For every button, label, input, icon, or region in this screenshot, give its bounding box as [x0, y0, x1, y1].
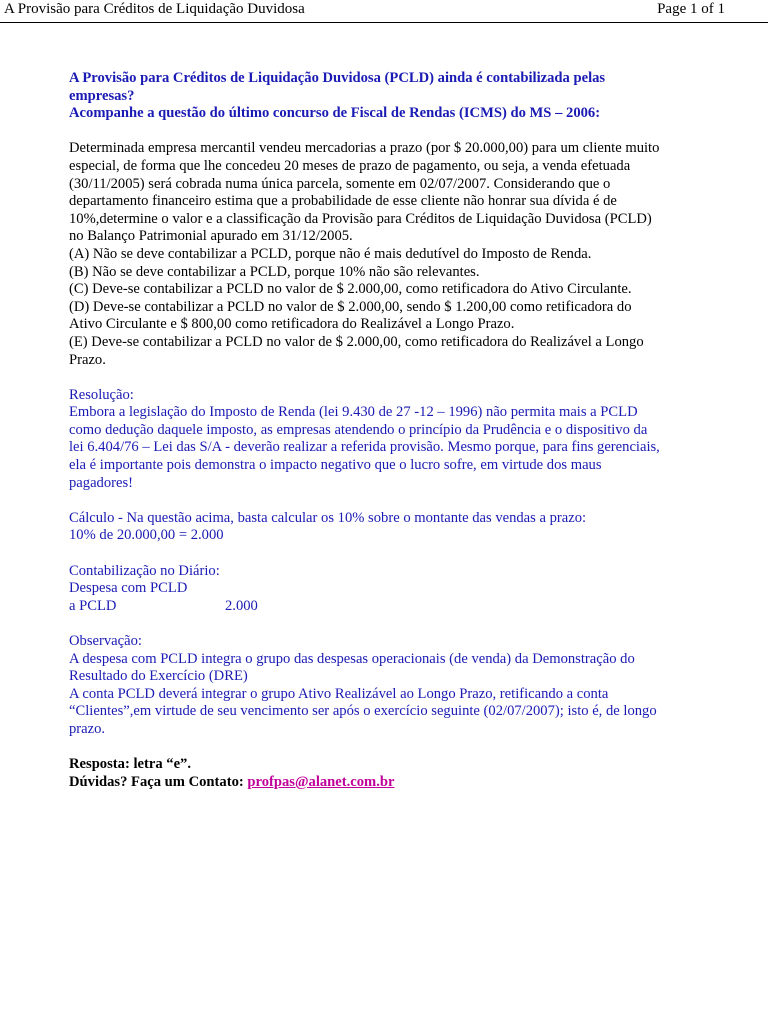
- answer-line: Resposta: letra “e”.: [69, 756, 191, 773]
- option-d-cont: Ativo Circulante e $ 800,00 como retificadora do Realizável a Longo Prazo.: [69, 316, 515, 333]
- question-line: Determinada empresa mercantil vendeu mercadorias a prazo (por $ 20.000,00) para um cliente muito: [69, 140, 660, 157]
- calculation-result: 10% de 20.000,00 = 2.000: [69, 527, 224, 544]
- option-c: (C) Deve-se contabilizar a PCLD no valor de $ 2.000,00, como retificadora do Ativo Circulante.: [69, 281, 632, 298]
- header-title: A Provisão para Créditos de Liquidação Duvidosa: [4, 1, 305, 17]
- heading-block: [69, 70, 709, 123]
- question-line: no Balanço Patrimonial apurado em 31/12/2005.: [69, 228, 353, 245]
- journal-block: [69, 563, 709, 616]
- journal-debit: Despesa com PCLD: [69, 580, 188, 597]
- question-line: departamento financeiro estima que a probabilidade de esse cliente não honrar sua dívida é de: [69, 193, 617, 210]
- question-line: (30/11/2005) será cobrada numa única parcela, somente em 02/07/2007. Considerando que o: [69, 175, 611, 192]
- calculation-line: Cálculo - Na questão acima, basta calcular os 10% sobre o montante das vendas a prazo:: [69, 509, 587, 526]
- observation-block: [69, 633, 709, 739]
- heading-line-1: A Provisão para Créditos de Liquidação Duvidosa (PCLD) ainda é contabilizada pelas: [69, 70, 606, 86]
- calculation-block: [69, 510, 709, 545]
- resolution-block: [69, 387, 709, 493]
- question-block: [69, 140, 709, 369]
- page-number: Page 1 of 1: [657, 1, 725, 17]
- observation-line: “Clientes”,em virtude de seu vencimento ser após o exercício seguinte (02/07/2007); isto é, de longo: [69, 703, 657, 720]
- question-line: 10%,determine o valor e a classificação da Provisão para Créditos de Liquidação Duvidosa (PCLD): [69, 210, 652, 227]
- question-line: especial, de forma que lhe concedeu 20 meses de prazo de pagamento, ou seja, a venda efetuada: [69, 157, 631, 174]
- heading-line-2: empresas?: [69, 87, 135, 104]
- observation-line: Resultado do Exercício (DRE): [69, 668, 248, 685]
- journal-credit-row: [69, 598, 709, 616]
- journal-label: Contabilização no Diário:: [69, 562, 220, 579]
- email-link[interactable]: profpas@alanet.com.br: [247, 773, 395, 790]
- option-e-cont: Prazo.: [69, 351, 106, 368]
- document-body: [69, 70, 709, 791]
- option-b: (B) Não se deve contabilizar a PCLD, porque 10% não são relevantes.: [69, 263, 480, 280]
- resolution-line: Embora a legislação do Imposto de Renda (lei 9.430 de 27 -12 – 1996) não permita mais a PCLD: [69, 404, 638, 421]
- resolution-label: Resolução:: [69, 386, 134, 403]
- observation-line: A despesa com PCLD integra o grupo das despesas operacionais (de venda) da Demonstração do: [69, 650, 635, 667]
- observation-line: prazo.: [69, 720, 106, 737]
- contact-label: Dúvidas? Faça um Contato:: [69, 773, 248, 790]
- resolution-line: como dedução daquele imposto, as empresas atendendo o princípio da Prudência e o dispositivo da: [69, 421, 648, 438]
- journal-amount: 2.000: [225, 597, 258, 614]
- observation-line: A conta PCLD deverá integrar o grupo Ativo Realizável ao Longo Prazo, retificando a conta: [69, 685, 609, 702]
- option-e: (E) Deve-se contabilizar a PCLD no valor de $ 2.000,00, como retificadora do Realizável a Longo: [69, 333, 644, 350]
- observation-label: Observação:: [69, 633, 142, 649]
- contact-line: [69, 774, 709, 792]
- option-d: (D) Deve-se contabilizar a PCLD no valor de $ 2.000,00, sendo $ 1.200,00 como retificadora do: [69, 298, 632, 315]
- resolution-line: ela é importante pois demonstra o impacto negativo que o lucro sofre, em virtude dos maus: [69, 457, 602, 474]
- heading-line-3: Acompanhe a questão do último concurso de Fiscal de Rendas (ICMS) do MS – 2006:: [69, 105, 601, 122]
- option-a: (A) Não se deve contabilizar a PCLD, porque não é mais dedutível do Imposto de Renda.: [69, 245, 592, 262]
- resolution-line: lei 6.404/76 – Lei das S/A - deverão realizar a referida provisão. Mesmo porque, para fins gerenciais,: [69, 439, 660, 456]
- answer-block: [69, 756, 709, 791]
- resolution-line: pagadores!: [69, 474, 134, 491]
- page-header: [0, 0, 768, 23]
- journal-credit: a PCLD: [69, 597, 117, 614]
